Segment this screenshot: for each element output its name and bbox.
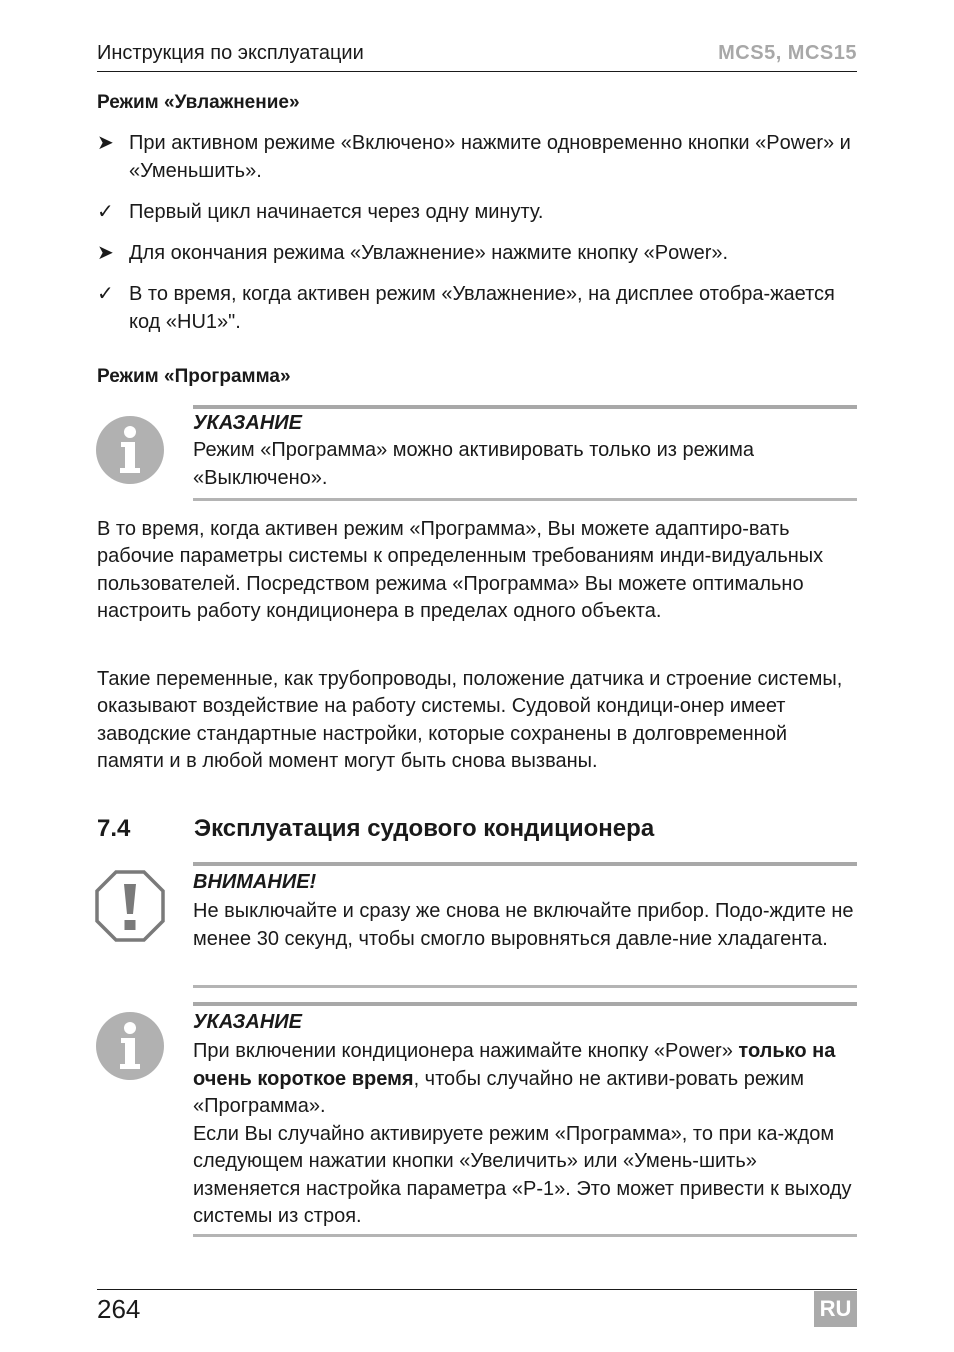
model-label: MCS5, MCS15	[718, 42, 857, 64]
humidify-step-3	[97, 240, 857, 268]
note-label: УКАЗАНИЕ	[193, 412, 302, 434]
note-bottom-rule	[193, 498, 857, 501]
note-text	[193, 1038, 858, 1231]
program-heading: Режим «Программа»	[97, 366, 291, 387]
note-label: УКАЗАНИЕ	[193, 1011, 302, 1033]
warning-top-rule	[193, 862, 857, 866]
step-text: Первый цикл начинается через одну минуту.	[129, 201, 544, 223]
step-text: Для окончания режима «Увлажнение» нажмите кнопку «Power».	[129, 242, 729, 264]
arrow-bullet-icon: ➤	[97, 132, 114, 154]
document-title: Инструкция по эксплуатации	[97, 42, 364, 64]
info-icon	[96, 1012, 164, 1080]
note-top-rule	[193, 1002, 857, 1006]
humidify-step-4	[97, 281, 857, 336]
note-emphasis: только на очень короткое время	[193, 1040, 836, 1090]
warning-text: Не выключайте и сразу же снова не включайте прибор. Подо-ждите не менее 30 секунд, чтобы смогло выровняться давле-ние хладагента.	[193, 900, 854, 950]
section-number: 7.4	[97, 815, 131, 842]
exclamation-warning-icon	[95, 870, 165, 942]
note-text-start: При включении кондиционера нажимайте кнопку «Power»	[193, 1040, 739, 1062]
note-top-rule	[193, 405, 857, 409]
humidify-step-2	[97, 199, 857, 227]
page-number: 264	[97, 1294, 141, 1324]
humidify-heading: Режим «Увлажнение»	[97, 92, 300, 113]
arrow-bullet-icon: ➤	[97, 242, 114, 264]
step-text: При активном режиме «Включено» нажмите одновременно кнопки «Power» и «Уменьшить».	[129, 132, 851, 182]
step-text: В то время, когда активен режим «Увлажнение», на дисплее отобра-жается код «HU1»".	[129, 283, 835, 333]
checkmark-icon: ✓	[97, 201, 114, 223]
note-text: Режим «Программа» можно активировать только из режима «Выключено».	[193, 439, 754, 489]
humidify-step-1	[97, 130, 857, 185]
footer-divider	[97, 1289, 857, 1290]
program-paragraph-1: В то время, когда активен режим «Программа», Вы можете адаптиро-вать рабочие параметры системы к определенным требованиям инди-видуальных пользователей. Посредством режима «Программа» Вы можете оптимально настроить работу кондиционера в пределах одного объекта.	[97, 518, 824, 622]
warning-label: ВНИМАНИЕ!	[193, 871, 317, 893]
program-paragraph-2: Такие переменные, как трубопроводы, положение датчика и строение системы, оказывают воздействие на работу системы. Судовой кондици-онер имеет заводские стандартные настройки, которые сохранены в долговременной памяти и в любой момент могут быть снова вызваны.	[97, 668, 843, 772]
section-title: Эксплуатация судового кондиционера	[194, 815, 655, 842]
note-text-end: , чтобы случайно не активи-ровать режим «Программа».	[193, 1067, 805, 1117]
language-badge: RU	[814, 1291, 857, 1327]
checkmark-icon: ✓	[97, 283, 114, 305]
note-text-second: Если Вы случайно активируете режим «Программа», то при ка-ждом следующем нажатии кнопки «Увеличить» или «Умень-шить» изменяется настройка параметра «P-1». Это может привести к выходу системы из строя.	[193, 1122, 852, 1227]
note-bottom-rule	[193, 1234, 857, 1237]
info-icon	[96, 416, 164, 484]
warning-bottom-rule	[193, 985, 857, 988]
header-divider	[97, 71, 857, 72]
